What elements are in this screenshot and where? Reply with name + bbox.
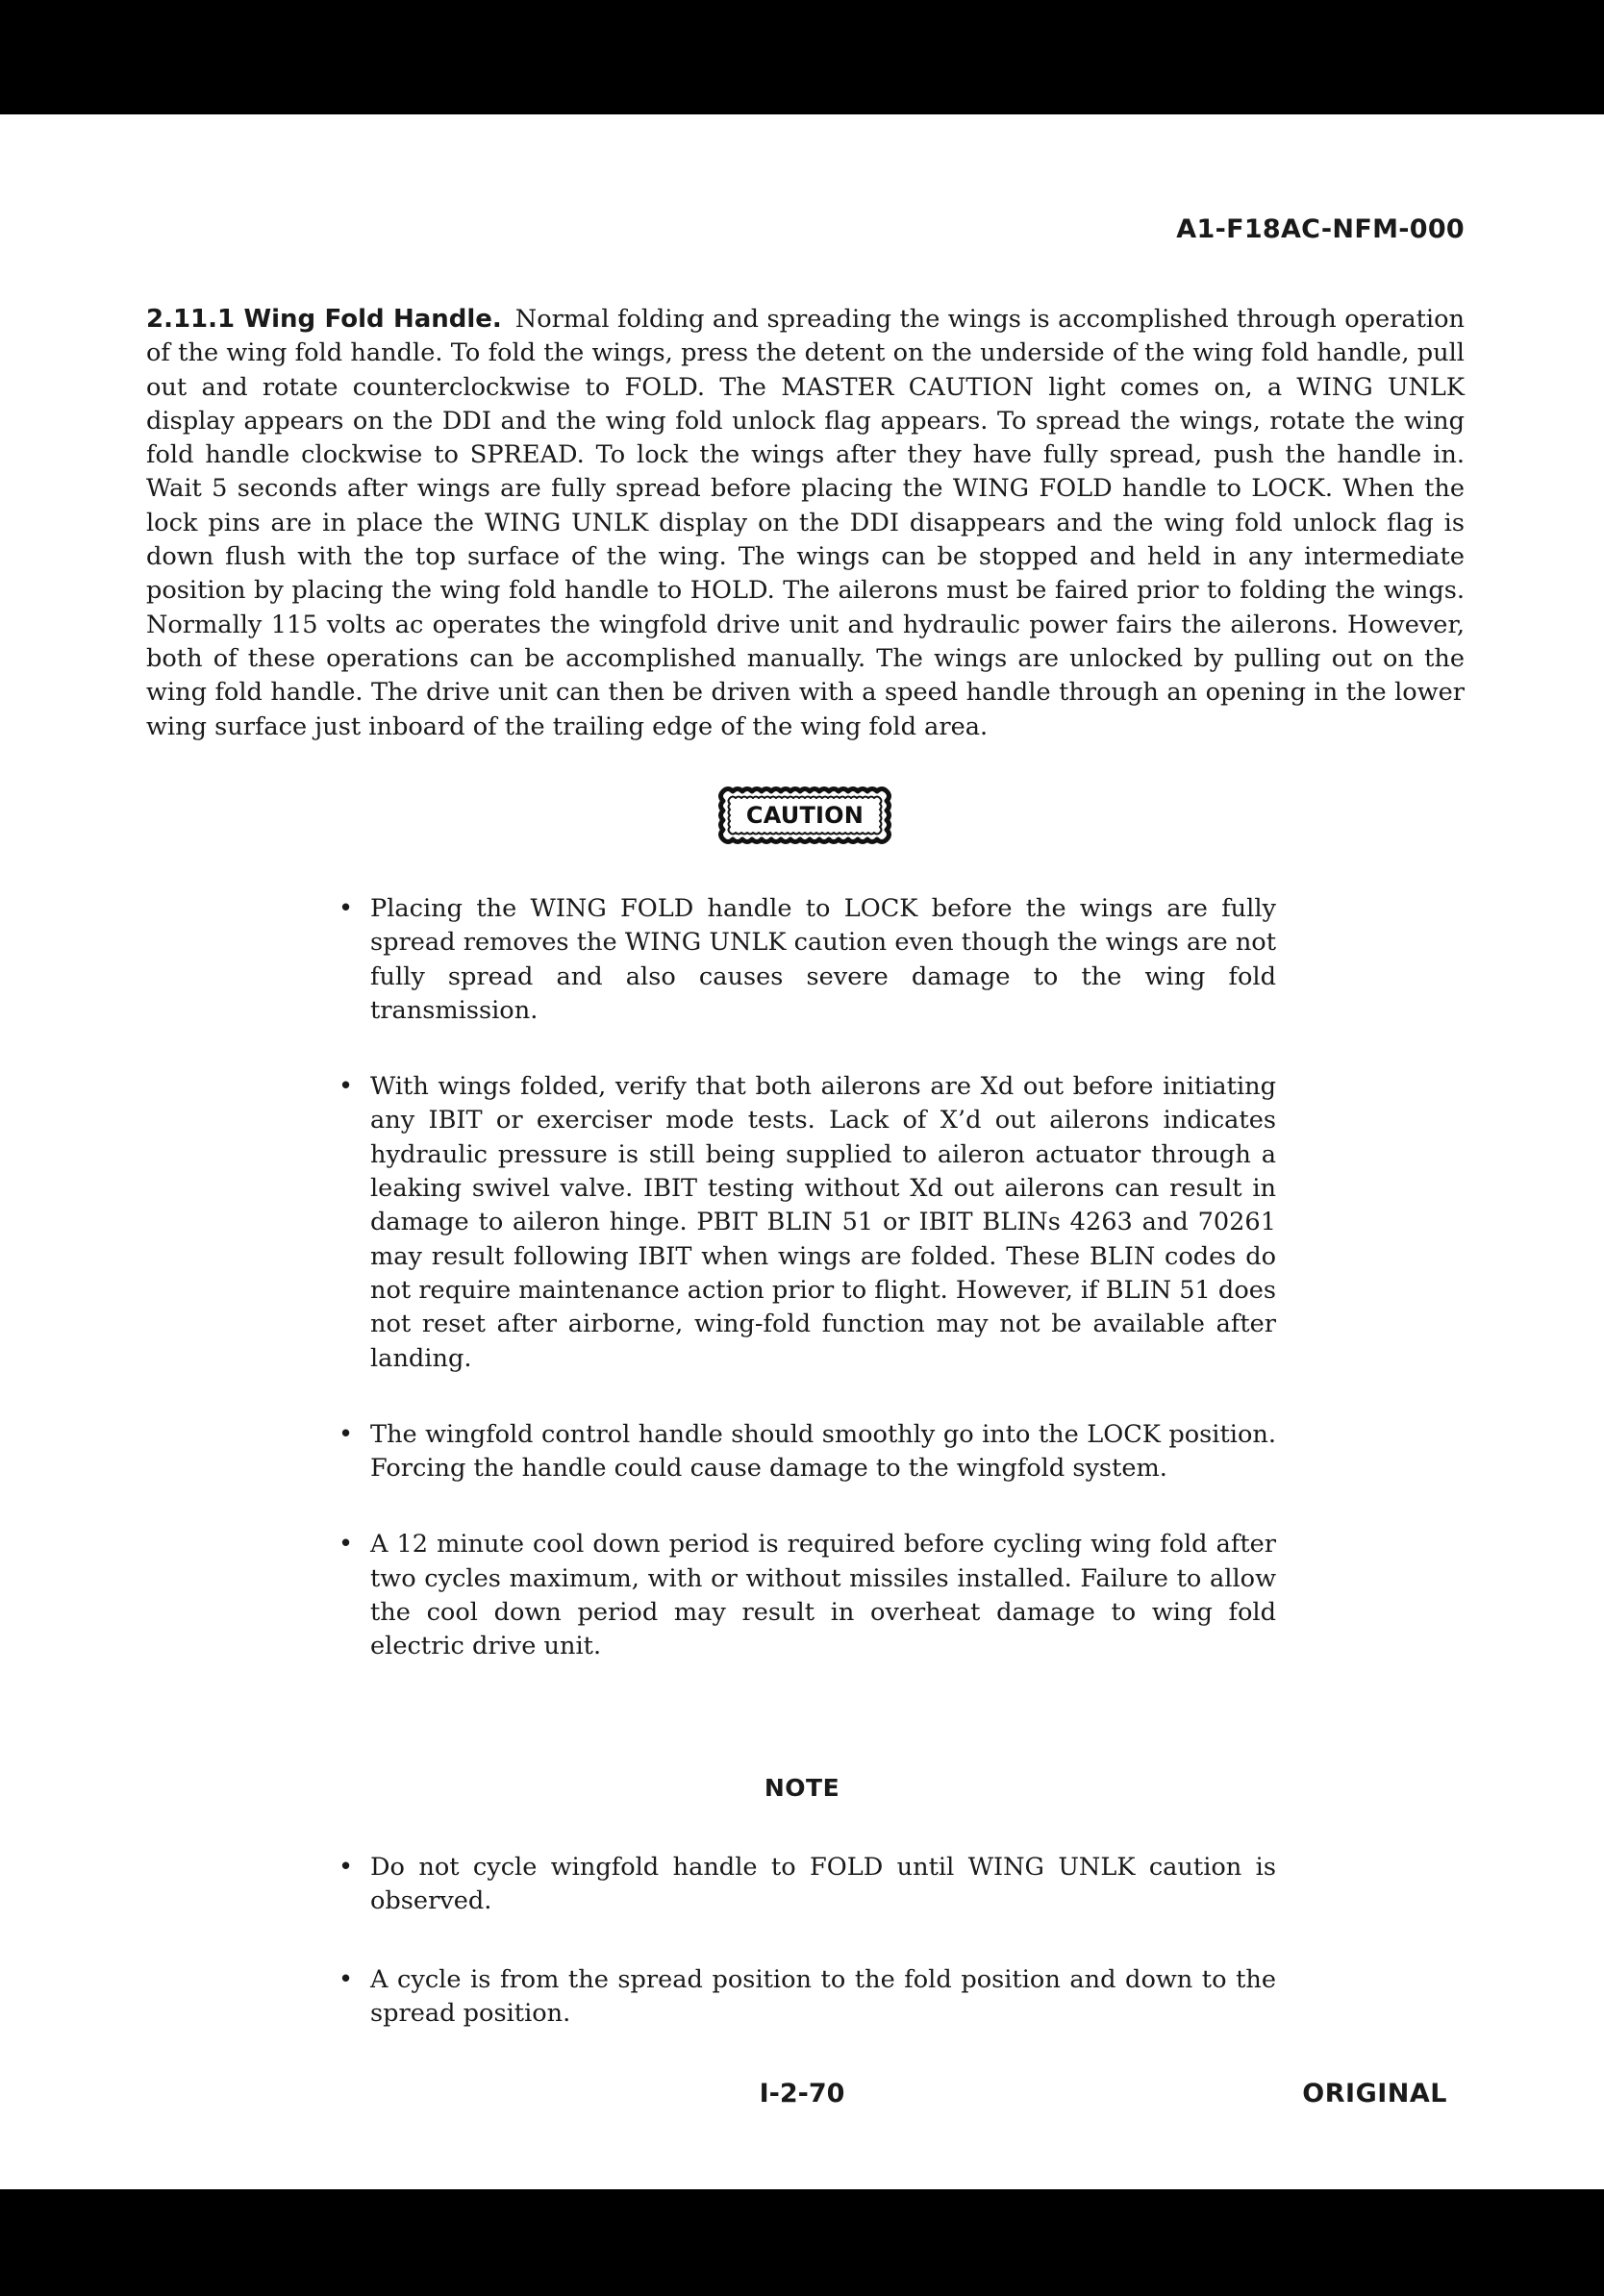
caution-item-text: Placing the WING FOLD handle to LOCK before the wings are fully spread removes the WING UNLK caution even though the wings are not fully spread and also causes severe damage to the wing fold transmission.	[370, 894, 1276, 1025]
bullet-icon: •	[338, 1964, 354, 1994]
caution-label: CAUTION	[745, 802, 865, 829]
caution-banner	[714, 782, 896, 849]
caution-item	[338, 1528, 1276, 1663]
bullet-icon: •	[338, 1072, 354, 1102]
document-id: A1-F18AC-NFM-000	[1176, 214, 1465, 244]
note-list	[338, 1851, 1276, 2031]
caution-item	[338, 892, 1276, 1028]
page-number: I-2-70	[759, 2079, 845, 2109]
section-body-text: Normal folding and spreading the wings is accomplished through operation of the wing fold handle. To fold the wings, press the detent on the underside of the wing fold handle, pull out and rotate counterclockwise to FOLD. The MASTER CAUTION light comes on, a WING UNLK display appears on the DDI and the wing fold unlock flag appears. To spread the wings, rotate the wing fold handle clockwise to SPREAD. To lock the wings after they have fully spread, push the handle in. Wait 5 seconds after wings are fully spread before placing the WING FOLD handle to LOCK. When the lock pins are in place the WING UNLK display on the DDI disappears and the wing fold unlock flag is down flush with the top surface of the wing. The wings can be stopped and held in any intermediate position by placing the wing fold handle to HOLD. The ailerons must be faired prior to folding the wings. Normally 115 volts ac operates the wingfold drive unit and hydraulic power fairs the ailerons. However, both of these operations can be accomplished manually. The wings are unlocked by pulling out on the wing fold handle. The drive unit can then be driven with a speed handle through an opening in the lower wing surface just inboard of the trailing edge of the wing fold area.	[146, 305, 1465, 741]
caution-item-text: A 12 minute cool down period is required before cycling wing fold after two cycles maximum, with or without missiles installed. Failure to allow the cool down period may result in overheat damage to wing fold electric drive unit.	[370, 1530, 1276, 1661]
caution-list	[338, 892, 1276, 1664]
document-page	[0, 114, 1604, 2189]
bullet-icon: •	[338, 894, 354, 923]
note-item	[338, 1851, 1276, 1919]
caution-item	[338, 1070, 1276, 1376]
note-item-text: Do not cycle wingfold handle to FOLD until WING UNLK caution is observed.	[370, 1853, 1276, 1916]
caution-item	[338, 1418, 1276, 1486]
bullet-icon: •	[338, 1853, 354, 1882]
note-item-text: A cycle is from the spread position to the fold position and down to the spread position.	[370, 1964, 1276, 2028]
caution-item-text: The wingfold control handle should smoothly go into the LOCK position. Forcing the handle could cause damage to the wingfold system.	[370, 1419, 1276, 1484]
note-item	[338, 1963, 1276, 2032]
section-paragraph	[146, 303, 1465, 744]
section-heading: 2.11.1 Wing Fold Handle.	[146, 305, 502, 334]
bullet-icon: •	[338, 1419, 354, 1449]
caution-item-text: With wings folded, verify that both ailerons are Xd out before initiating any IBIT or exerciser mode tests. Lack of X’d out ailerons indicates hydraulic pressure is still being supplied to aileron actuator through a leaking swivel valve. IBIT testing without Xd out ailerons can result in damage to aileron hinge. PBIT BLIN 51 or IBIT BLINs 4263 and 70261 may result following IBIT when wings are folded. These BLIN codes do not require maintenance action prior to flight. However, if BLIN 51 does not reset after airborne, wing-fold function may not be available after landing.	[370, 1072, 1277, 1373]
revision-status: ORIGINAL	[1302, 2079, 1447, 2109]
note-label: NOTE	[764, 1774, 840, 1802]
bullet-icon: •	[338, 1530, 354, 1560]
